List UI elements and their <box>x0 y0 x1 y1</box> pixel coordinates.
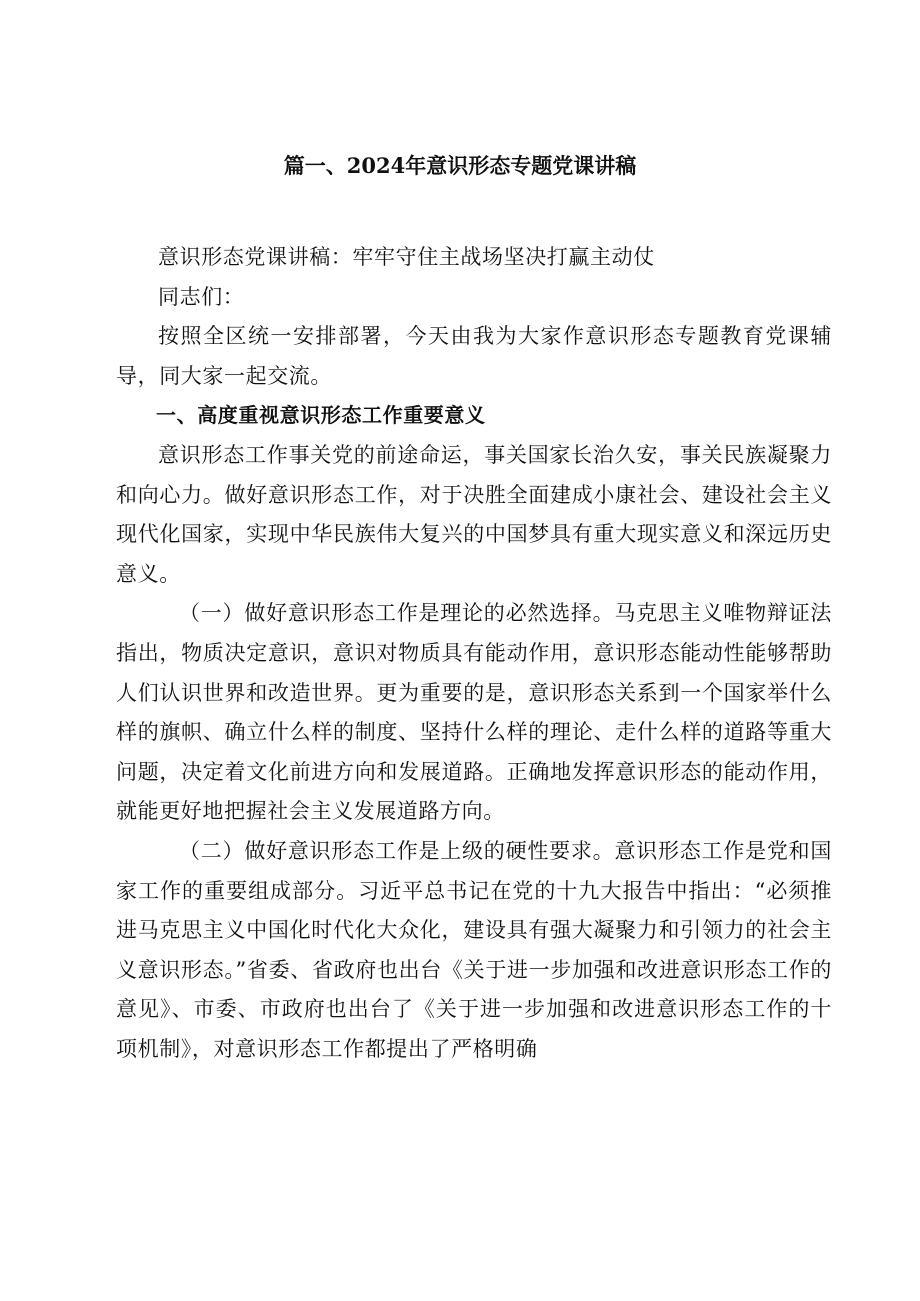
subsection-1-paragraph: （一）做好意识形态工作是理论的必然选择。马克思主义唯物辩证法指出，物质决定意识，意识对物质具有能动作用，意识形态能动性能够帮助人们认识世界和改造世界。更为重要的是，意识形态关系到一个国家举什么样的旗帜、确立什么样的制度、坚持什么样的理论、走什么样的道路等重大问题，决定着文化前进方向和发展道路。正确地发挥意识形态的能动作用，就能更好地把握社会主义发展道路方向。 <box>116 601 832 824</box>
intro-paragraph: 按照全区统一安排部署，今天由我为大家作意识形态专题教育党课辅导，同大家一起交流。 <box>116 324 832 388</box>
section-1-paragraph: 意识形态工作事关党的前途命运，事关国家长治久安，事关民族凝聚力和向心力。做好意识形态工作，对于决胜全面建成小康社会、建设社会主义现代化国家，实现中华民族伟大复兴的中国梦具有重大现实意义和深远历史意义。 <box>116 442 832 586</box>
section-heading-1: 一、高度重视意识形态工作重要意义 <box>156 403 486 428</box>
document-title: 篇一、2024年意识形态专题党课讲稿 <box>283 153 637 178</box>
subsection-2-paragraph: （二）做好意识形态工作是上级的硬性要求。意识形态工作是党和国家工作的重要组成部分。习近平总书记在党的十九大报告中指出：“必须推进马克思主义中国化时代化大众化，建设具有强大凝聚力和引领力的社会主义意识形态。”省委、省政府也出台《关于进一步加强和改进意识形态工作的意见》、市委、市政府也出台了《关于进一步加强和改进意识形态工作的十项机制》，对意识形态工作都提出了严格明确 <box>116 838 832 1061</box>
document-body <box>116 238 832 1069</box>
salutation: 同志们： <box>158 284 245 309</box>
lecture-subtitle: 意识形态党课讲稿：牢牢守住主战场坚决打赢主动仗 <box>158 245 655 269</box>
